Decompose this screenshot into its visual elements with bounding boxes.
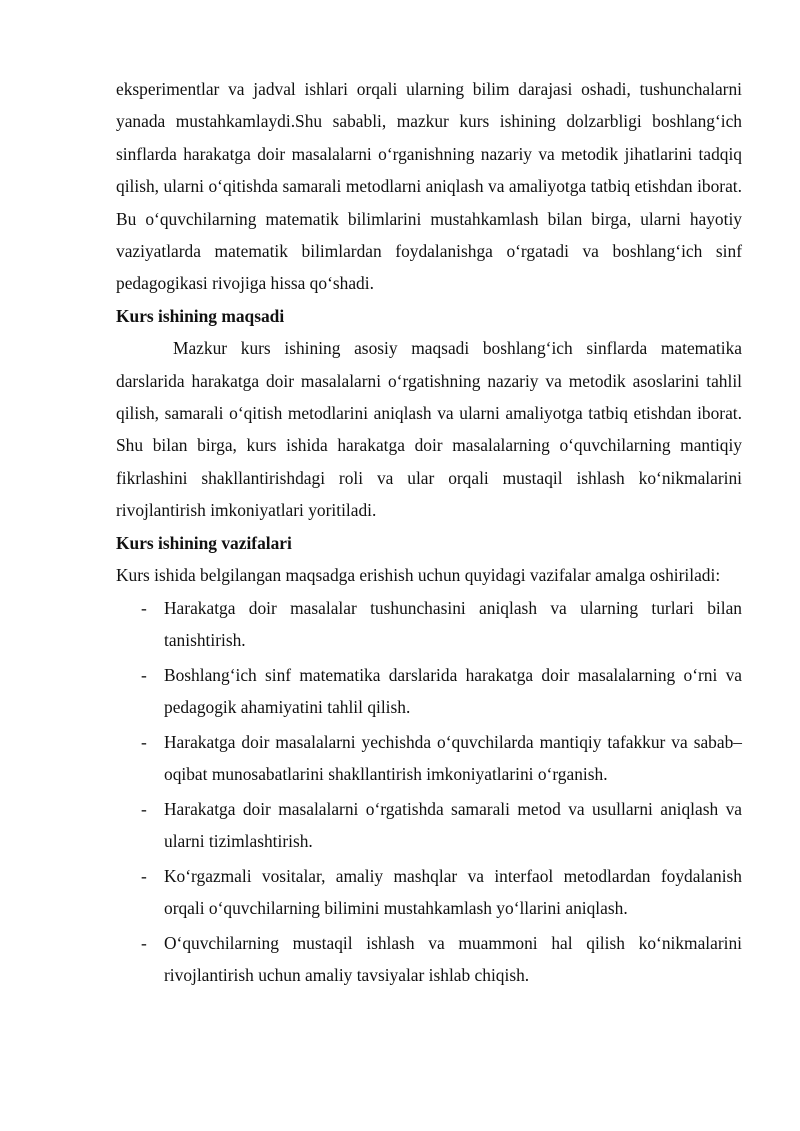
intro-paragraph: eksperimentlar va jadval ishlari orqali ularning bilim darajasi oshadi, tushunchalarni yanada mustahkamlaydi.Shu sababli, mazkur kurs ishining dolzarbligi boshlang‘ich sinflarda harakatga doir masalalarni o‘rganishning nazariy va metodik jihatlarini tadqiq qilish, ularni o‘qitishda samarali metodlarni aniqlash va amaliyotga tatbiq etishdan iborat. Bu o‘quvchilarning matematik bilimlarini mustahkamlash bilan birga, ularni hayotiy vaziyatlarda matematik bilimlardan foydalanishga o‘rgatadi va boshlang‘ich sinf pedagogikasi rivojiga hissa qo‘shadi. [116,79,742,294]
list-item-text: O‘quvchilarning mustaqil ishlash va muammoni hal qilish ko‘nikmalarini rivojlantirish uchun amaliy tavsiyalar ishlab chiqish. [164,932,742,985]
list-item [116,927,742,992]
goal-heading: Kurs ishining maqsadi [116,305,285,326]
list-item-text: Harakatga doir masalalar tushunchasini aniqlash va ularning turlari bilan tanishtirish. [164,597,742,650]
list-item-text: Harakatga doir masalalarni o‘rgatishda samarali metod va usullarni aniqlash va ularni tizimlashtirish. [164,798,742,851]
list-bullet: - [141,865,147,886]
list-item [116,726,742,791]
list-bullet: - [141,597,147,618]
list-item [116,659,742,724]
list-bullet: - [141,664,147,685]
list-item [116,860,742,925]
tasks-heading: Kurs ishining vazifalari [116,532,292,553]
list-item [116,793,742,858]
tasks-intro: Kurs ishida belgilangan maqsadga erishish uchun quyidagi vazifalar amalga oshiriladi: [116,565,721,586]
list-item-text: Boshlang‘ich sinf matematika darslarida harakatga doir masalalarning o‘rni va pedagogik ahamiyatini tahlil qilish. [164,664,742,717]
list-bullet: - [141,932,147,953]
list-item-text: Ko‘rgazmali vositalar, amaliy mashqlar va interfaol metodlardan foydalanish orqali o‘quvchilarning bilimini mustahkamlash yo‘llarini aniqlash. [164,865,742,918]
list-item [116,592,742,657]
list-bullet: - [141,731,147,752]
tasks-list [116,592,742,992]
list-item-text: Harakatga doir masalalarni yechishda o‘quvchilarda mantiqiy tafakkur va sabab–oqibat munosabatlarini shakllantirish imkoniyatlarini o‘rganish. [164,731,742,784]
goal-paragraph: Mazkur kurs ishining asosiy maqsadi boshlang‘ich sinflarda matematika darslarida harakatga doir masalalarni o‘rgatishning nazariy va metodik asoslarini tahlil qilish, samarali o‘qitish metodlarini aniqlash va ularni amaliyotga tatbiq etishdan iborat. Shu bilan birga, kurs ishida harakatga doir masalalarning o‘quvchilarning mantiqiy fikrlashini shakllantirishdagi roli va ular orqali mustaqil ishlash ko‘nikmalarini rivojlantirish imkoniyatlari yoritiladi. [116,338,742,521]
list-bullet: - [141,798,147,819]
document-page [116,73,742,994]
